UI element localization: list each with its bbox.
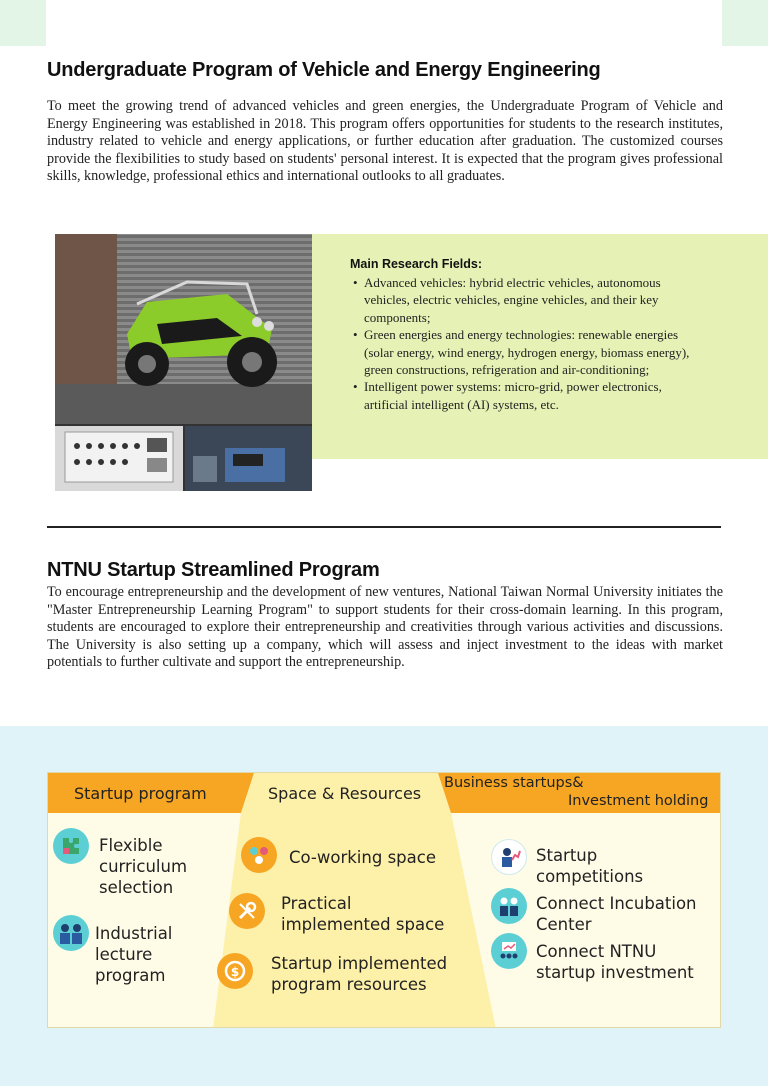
research-fields-title: Main Research Fields: bbox=[350, 257, 482, 271]
svg-text:$: $ bbox=[230, 965, 240, 979]
investment-audience-icon bbox=[491, 933, 527, 969]
col3-item-ntnu-investment: Connect NTNU startup investment bbox=[536, 942, 694, 982]
puzzle-icon bbox=[53, 828, 89, 864]
research-field-item: • Advanced vehicles: hybrid electric vehicles, autonomous vehicles, electric vehicles, engine vehicles, and their key components; bbox=[353, 274, 698, 326]
section1-title: Undergraduate Program of Vehicle and Energy Engineering bbox=[47, 59, 601, 81]
tools-wrench-icon bbox=[229, 893, 265, 929]
section-divider bbox=[47, 526, 721, 528]
research-fields-list bbox=[353, 274, 698, 413]
section1-body: To meet the growing trend of advanced vehicles and green energies, the Undergraduate Program of Vehicle and Energy Engineering was established in 2018. This program offers opportunities for students to the research institutes, industry related to vehicle and energy applications, or further education after graduation. The customized courses provide the flexibilities to study based on students' personal interest. It is expected that the program gives professional skills, knowledge, professional ethics and international outlooks to all graduates. bbox=[47, 98, 723, 185]
corner-decoration-left bbox=[0, 0, 46, 46]
col2-item-coworking: Co-working space bbox=[289, 848, 436, 867]
col2-item-program-resources: Startup implemented program resources bbox=[271, 954, 448, 994]
vehicle-photo-collage bbox=[55, 234, 312, 491]
col1-item-flexible-curriculum: Flexible curriculum selection bbox=[99, 836, 188, 897]
people-group-icon bbox=[53, 915, 89, 951]
corner-decoration-right bbox=[722, 0, 768, 46]
col3-item-incubation-center: Connect Incubation Center bbox=[536, 894, 697, 934]
money-coin-icon bbox=[217, 953, 253, 989]
col3-header-line1: Business startups& bbox=[444, 775, 584, 791]
col2-header: Space & Resources bbox=[268, 784, 422, 803]
incubation-people-icon bbox=[491, 888, 527, 924]
col1-header: Startup program bbox=[74, 784, 207, 803]
col3-header-line2: Investment holding bbox=[568, 793, 709, 809]
lab-equipment-photo bbox=[55, 426, 183, 491]
green-buggy-image bbox=[107, 274, 287, 394]
col2-item-practical-space: Practical implemented space bbox=[281, 894, 445, 934]
startup-program-diagram bbox=[47, 772, 721, 1028]
research-field-item: • Intelligent power systems: micro-grid, power electronics, artificial intelligent (AI) systems, etc. bbox=[353, 378, 698, 413]
col3-item-startup-competitions: Startup competitions bbox=[536, 846, 644, 886]
section2-title: NTNU Startup Streamlined Program bbox=[47, 559, 380, 581]
coworking-people-icon bbox=[241, 837, 277, 873]
research-field-item: • Green energies and energy technologies: renewable energies (solar energy, wind energy, hydrogen energy, biomass energy), green constructions, refrigeration and air-conditioning; bbox=[353, 326, 698, 378]
lab-machine-photo bbox=[185, 426, 312, 491]
col1-item-industrial-lecture: Industrial lecture program bbox=[95, 924, 173, 985]
businessman-chart-icon bbox=[491, 839, 527, 875]
section2-body: To encourage entrepreneurship and the development of new ventures, National Taiwan Normal University initiates the "Master Entrepreneurship Learning Program" to support students for their cross-domain learning. In this program, students are encouraged to explore their entrepreneurship and creativities through various activities and discussions. The University is also setting up a company, which will assess and inject investment to the ideas with market potentials to further cultivate and support the entrepreneurship. bbox=[47, 584, 723, 671]
